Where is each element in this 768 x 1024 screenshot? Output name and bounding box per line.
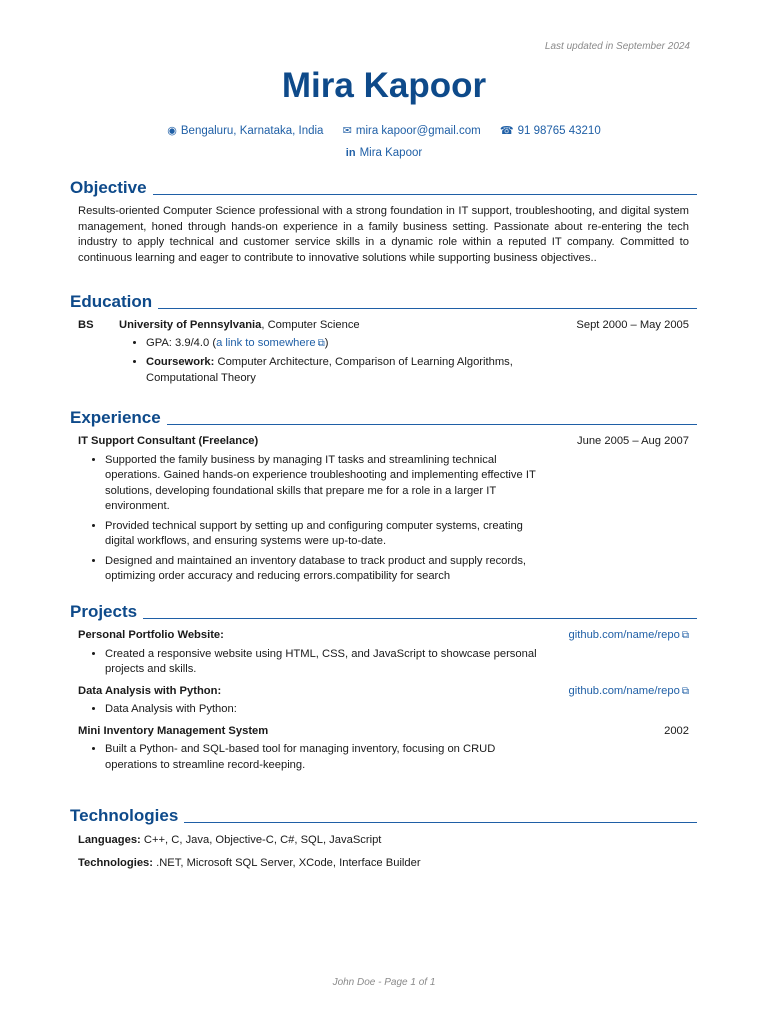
education-dates: Sept 2000 – May 2005 — [576, 319, 689, 331]
contact-row-2 — [0, 147, 768, 159]
section-rule — [153, 194, 697, 195]
languages-line — [78, 833, 697, 849]
project-entry — [78, 684, 697, 718]
external-link-icon: ⧉ — [681, 630, 689, 641]
technologies-label: Technologies: — [78, 856, 154, 869]
coursework-text: Computer Architecture, Comparison of Learning Algorithms, Computational Theory — [146, 356, 513, 384]
technologies-line — [78, 856, 697, 872]
list-item — [146, 355, 546, 386]
project-bullets — [78, 702, 545, 718]
education-section — [70, 290, 697, 390]
project-name: Mini Inventory Management System — [78, 724, 269, 737]
project-repo-link[interactable] — [569, 628, 689, 644]
technologies-section — [70, 804, 697, 871]
page-footer: John Doe - Page 1 of 1 — [332, 977, 436, 988]
projects-section — [70, 600, 697, 777]
last-updated: Last updated in September 2024 — [544, 41, 690, 52]
project-repo-link-text[interactable]: github.com/name/repo — [568, 629, 680, 641]
map-pin-icon: ◉ — [167, 125, 177, 137]
experience-bullets — [78, 453, 545, 585]
education-entry — [78, 318, 697, 386]
email-link[interactable]: mira kapoor@gmail.com — [355, 125, 481, 137]
coursework-label: Coursework: — [146, 356, 215, 368]
project-bullets — [78, 647, 545, 678]
list-item: • Provided technical support by setting up and configuring computer systems, creating digital workflows, and ensuring systems were up-to-date. — [105, 519, 545, 550]
section-rule — [143, 618, 697, 619]
objective-heading: Objective — [70, 178, 147, 197]
envelope-icon: ✉ — [342, 125, 352, 137]
experience-entry — [78, 434, 697, 585]
gpa-link[interactable] — [216, 337, 325, 349]
linkedin-link[interactable]: Mira Kapoor — [359, 147, 423, 159]
project-bullets — [78, 742, 545, 773]
project-repo-link[interactable] — [569, 684, 689, 700]
gpa-prefix: GPA: 3.9/4.0 ( — [146, 336, 217, 349]
contact-row — [0, 124, 768, 137]
projects-heading: Projects — [70, 602, 138, 621]
project-name: Personal Portfolio Website: — [78, 629, 224, 641]
section-rule — [158, 308, 697, 309]
contact-phone[interactable] — [500, 124, 601, 137]
external-link-icon: ⧉ — [681, 685, 689, 697]
contact-location — [167, 124, 323, 137]
external-link-icon: ⧉ — [317, 337, 325, 349]
resume-name: Mira Kapoor — [281, 66, 487, 105]
technologies-text: .NET, Microsoft SQL Server, XCode, Interface Builder — [153, 856, 421, 869]
institution: University of Pennsylvania — [119, 319, 262, 331]
field-of-study: , Computer Science — [261, 319, 360, 331]
objective-section — [70, 176, 697, 266]
list-item — [146, 336, 546, 352]
gpa-link-text[interactable]: a link to somewhere — [216, 336, 316, 349]
phone-icon: ☎ — [499, 125, 514, 137]
section-rule — [184, 822, 697, 823]
gpa-suffix: ) — [324, 336, 329, 349]
project-entry — [78, 724, 697, 774]
project-name: Data Analysis with Python: — [78, 684, 222, 697]
experience-dates: June 2005 – Aug 2007 — [577, 435, 689, 447]
project-repo-link-text[interactable]: github.com/name/repo — [568, 684, 680, 697]
project-entry — [78, 628, 697, 678]
education-bullets — [119, 336, 546, 387]
objective-text: Results-oriented Computer Science professional with a strong foundation in IT support, troubleshooting, and digital system management, honed through hands-on experience in a family business setting. Passionate about re-entering the tech industry to apply technical and customer service skills in a dynamic role within a reputed IT company. Committed to continuous learning and eager to contribute to innovative solutions while supporting business objectives.. — [78, 205, 689, 264]
section-rule — [167, 424, 697, 425]
list-item: • Created a responsive website using HTML, CSS, and JavaScript to showcase personal projects and skills. — [105, 647, 545, 678]
list-item: • Built a Python- and SQL-based tool for managing inventory, focusing on CRUD operations to streamline record-keeping. — [105, 742, 545, 773]
location-text: Bengaluru, Karnataka, India — [180, 125, 324, 137]
project-year: 2002 — [664, 724, 689, 737]
experience-section — [70, 406, 697, 589]
list-item: • Designed and maintained an inventory database to track product and supply records, optimizing order accuracy and reducing errors.compatibility for search — [105, 554, 545, 585]
linkedin-icon: in — [345, 147, 356, 159]
list-item: • Data Analysis with Python: — [105, 702, 545, 718]
languages-label: Languages: — [78, 834, 141, 846]
education-heading: Education — [70, 292, 153, 311]
languages-text: C++, C, Java, Objective-C, C#, SQL, JavaScript — [140, 834, 382, 846]
contact-email[interactable] — [343, 124, 481, 137]
job-title: IT Support Consultant (Freelance) — [78, 435, 259, 447]
experience-heading: Experience — [70, 408, 161, 427]
phone-link[interactable]: 91 98765 43210 — [517, 125, 601, 137]
contact-linkedin[interactable] — [346, 147, 422, 159]
technologies-heading: Technologies — [70, 806, 179, 825]
list-item: • Supported the family business by managing IT tasks and streamlining technical operations. Gained hands-on experience troubleshooting and implementing effective IT solutions, developing foundational skills that prepare me for a role in a larger IT environment. — [105, 453, 545, 515]
degree: BS — [78, 319, 94, 331]
